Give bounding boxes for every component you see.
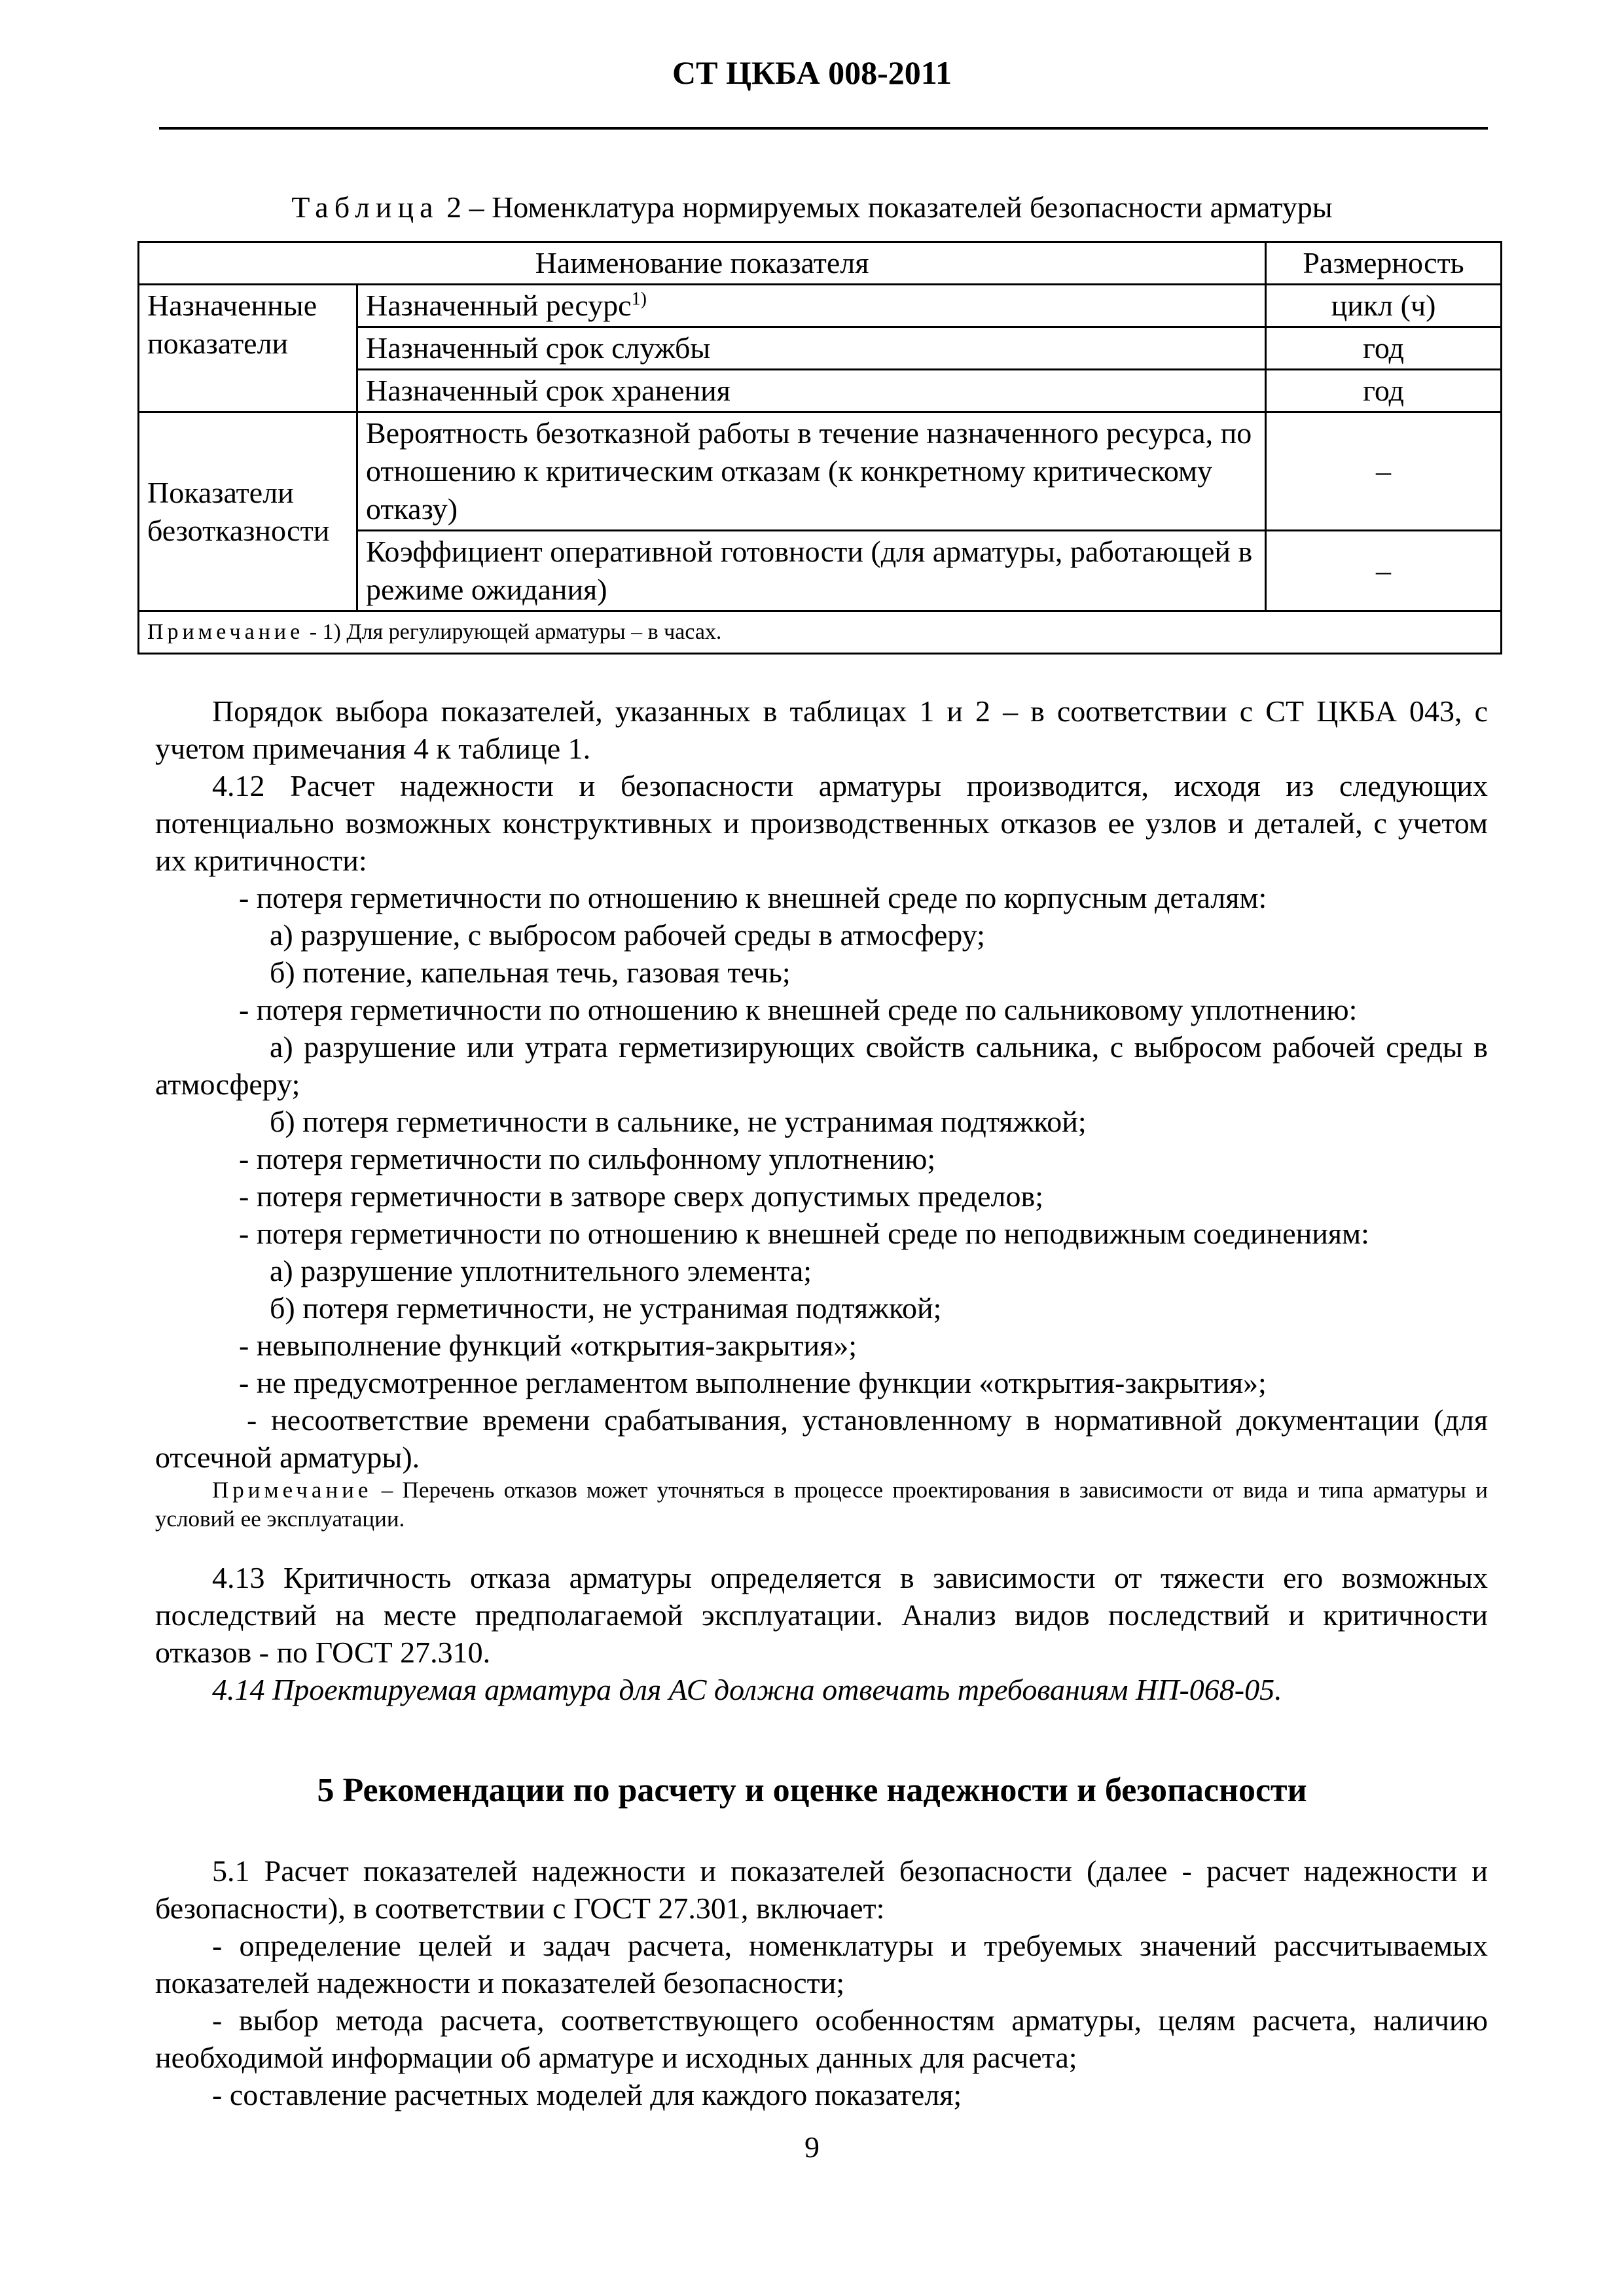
list-item: - определение целей и задач расчета, номенклатуры и требуемых значений рассчитываемых показателей надежности и показателей безопасности;: [155, 1929, 1488, 2000]
table-caption-text: 2 – Номенклатура нормируемых показателей безопасности арматуры: [439, 190, 1333, 224]
paragraph-4-12: 4.12 Расчет надежности и безопасности арматуры производится, исходя из следующих потенциально возможных конструктивных и производственных отказов ее узлов и деталей, с учетом их критичности:: [155, 769, 1488, 877]
group-assigned-indicators: Назначенные показатели: [139, 285, 357, 412]
paragraph-selection-order: Порядок выбора показателей, указанных в таблицах 1 и 2 – в соответствии с СТ ЦКБА 043, с учетом примечания 4 к таблице 1.: [155, 694, 1488, 765]
indicator-name: Назначенный срок хранения: [357, 370, 1266, 412]
paragraph-5-1: 5.1 Расчет показателей надежности и показателей безопасности (далее - расчет надежности и безопасности), в соответствии с ГОСТ 27.301, включает:: [155, 1854, 1488, 1925]
section-5-title: 5 Рекомендации по расчету и оценке надежности и безопасности: [317, 1772, 1307, 1809]
body-text: [155, 692, 1488, 1534]
list-item: - несоответствие времени срабатывания, установленному в нормативной документации (для отсечной арматуры).: [155, 1403, 1488, 1474]
table-header-row: [139, 242, 1502, 285]
list-item: - невыполнение функций «открытия-закрытия»;: [239, 1329, 857, 1362]
table-note-word: Примечание: [147, 620, 304, 644]
indicator-name-text: Назначенный ресурс: [366, 289, 632, 322]
indicator-dimension: цикл (ч): [1266, 285, 1502, 327]
body-text-2: [155, 1559, 1488, 1708]
table-caption: [0, 190, 1624, 224]
footnote-mark: 1): [631, 289, 647, 310]
indicator-dimension: –: [1266, 531, 1502, 611]
group-reliability-indicators: Показатели безотказности: [139, 412, 357, 611]
paragraph-4-13: 4.13 Критичность отказа арматуры определяется в зависимости от тяжести его возможных последствий на месте предполагаемой эксплуатации. Анализ видов последствий и критичности отказов - по ГОСТ 27.310.: [155, 1561, 1488, 1669]
indicator-name: Назначенный срок службы: [357, 327, 1266, 370]
paragraph-4-14: 4.14 Проектируемая арматура для АС должна отвечать требованиям НП-068-05.: [212, 1673, 1282, 1706]
indicator-dimension: –: [1266, 412, 1502, 531]
indicators-table: [137, 241, 1502, 655]
list-subitem: б) потение, капельная течь, газовая течь;: [270, 956, 791, 989]
table-note-row: [139, 611, 1502, 654]
list-subitem: б) потеря герметичности в сальнике, не устранимая подтяжкой;: [270, 1105, 1087, 1138]
list-item: - потеря герметичности по отношению к внешней среде по сальниковому уплотнению:: [239, 993, 1358, 1026]
indicator-dimension: год: [1266, 327, 1502, 370]
failures-note: [155, 1476, 1488, 1534]
table-note-text: - 1) Для регулирующей арматуры – в часах.: [304, 620, 722, 644]
list-item: - не предусмотренное регламентом выполнение функции «открытия-закрытия»;: [239, 1366, 1267, 1399]
list-item: - выбор метода расчета, соответствующего особенностям арматуры, целям расчета, наличию необходимой информации об арматуре и исходных данных для расчета;: [155, 2003, 1488, 2074]
failures-note-word: Примечание: [212, 1477, 372, 1503]
indicator-name: Вероятность безотказной работы в течение назначенного ресурса, по отношению к критическим отказам (к конкретному критическому отказу): [357, 412, 1266, 531]
failures-note-text: – Перечень отказов может уточняться в процессе проектирования в зависимости от вида и типа арматуры и условий ее эксплуатации.: [155, 1477, 1488, 1532]
header-rule: [159, 127, 1488, 130]
table-note: [139, 611, 1502, 654]
document-code-header: СТ ЦКБА 008-2011: [672, 54, 952, 91]
list-item: - потеря герметичности по сильфонному уплотнению;: [239, 1142, 936, 1175]
list-subitem: а) разрушение уплотнительного элемента;: [270, 1254, 812, 1287]
page-number: 9: [804, 2130, 820, 2164]
indicator-dimension: год: [1266, 370, 1502, 412]
list-item: - составление расчетных моделей для каждого показателя;: [212, 2078, 962, 2111]
table-row: [139, 412, 1502, 531]
table-caption-word: Таблица: [291, 190, 439, 224]
section-5-text: [155, 1852, 1488, 2113]
list-subitem: а) разрушение, с выбросом рабочей среды в атмосферу;: [270, 918, 985, 952]
header-indicator-name: Наименование показателя: [139, 242, 1266, 285]
indicator-name: Коэффициент оперативной готовности (для арматуры, работающей в режиме ожидания): [357, 531, 1266, 611]
list-item: - потеря герметичности по отношению к внешней среде по корпусным деталям:: [239, 881, 1267, 914]
indicator-name: [357, 285, 1266, 327]
list-item: - потеря герметичности по отношению к внешней среде по неподвижным соединениям:: [239, 1217, 1369, 1250]
table-row: [139, 285, 1502, 327]
list-subitem: б) потеря герметичности, не устранимая подтяжкой;: [270, 1291, 942, 1325]
header-dimension: Размерность: [1266, 242, 1502, 285]
list-item: - потеря герметичности в затворе сверх допустимых пределов;: [239, 1179, 1043, 1213]
list-subitem: а) разрушение или утрата герметизирующих свойств сальника, с выбросом рабочей среды в атмосферу;: [155, 1030, 1488, 1101]
